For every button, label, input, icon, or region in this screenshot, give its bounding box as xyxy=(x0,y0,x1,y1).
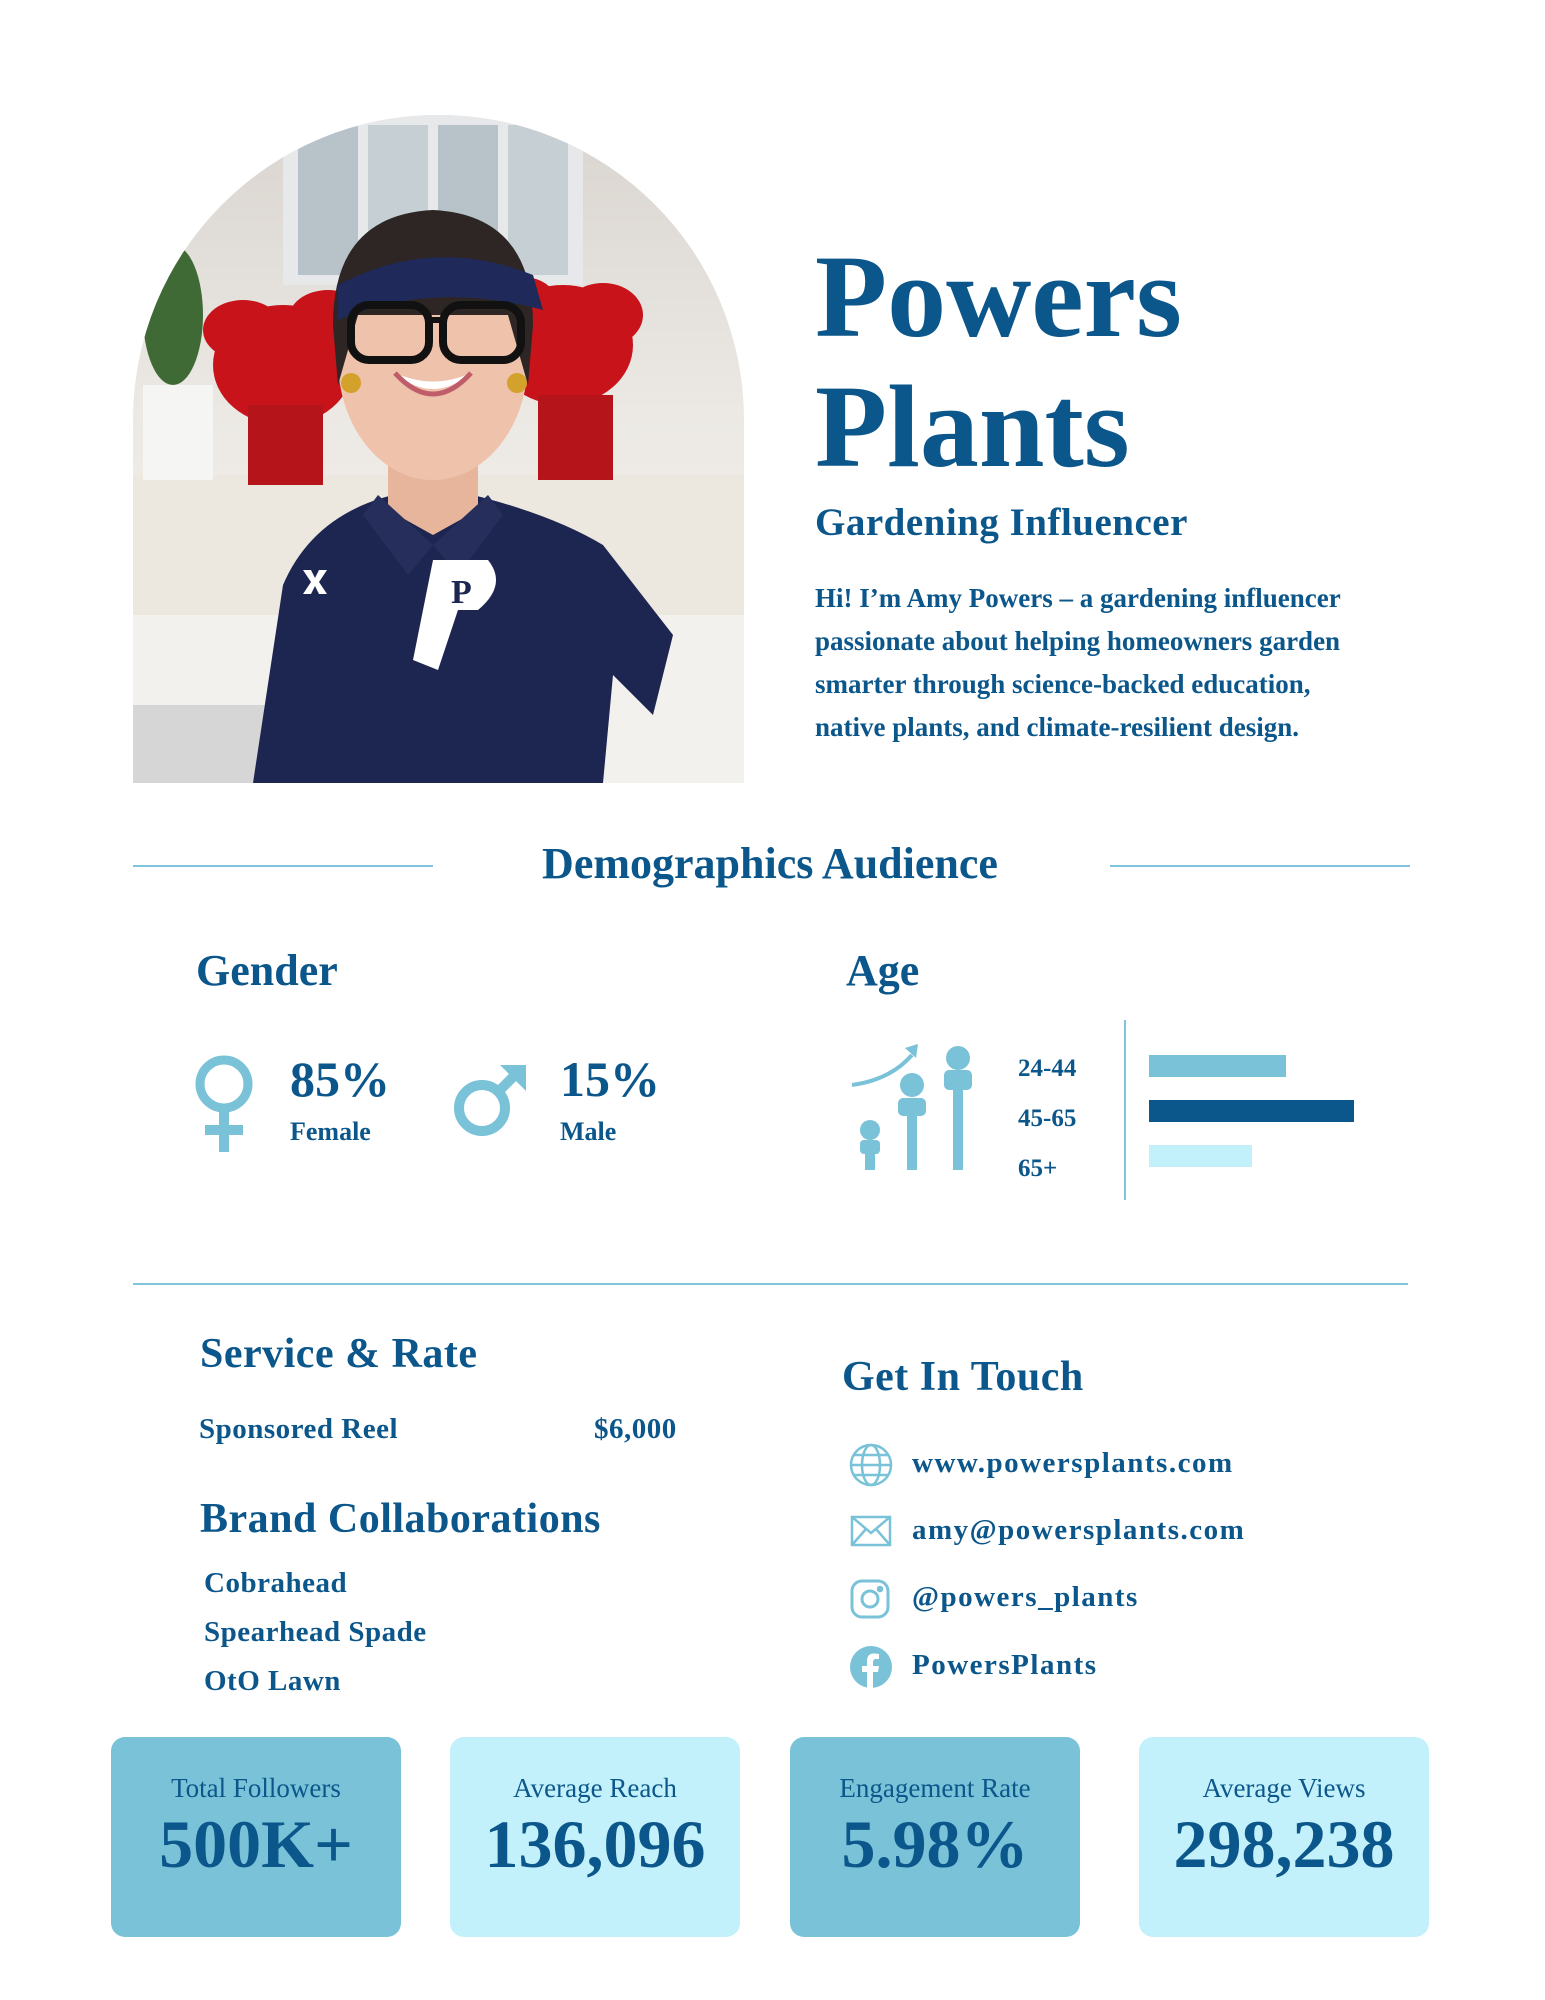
stat-value: 500K+ xyxy=(159,1806,353,1882)
stat-label: Total Followers xyxy=(171,1773,341,1803)
female-percent: 85% xyxy=(290,1051,390,1107)
brand-item-1: Cobrahead xyxy=(204,1567,348,1599)
age-label-1: 24-44 xyxy=(1018,1055,1077,1082)
age-axis xyxy=(1124,1020,1126,1200)
intro-text: Hi! I’m Amy Powers – a gardening influencer passionate about helping homeowners garden smarter through science-backed education, native plants, and climate-resilient design. xyxy=(815,583,1341,742)
brand-title-line2: Plants xyxy=(815,361,1130,492)
age-bars xyxy=(1149,1055,1354,1175)
male-icon xyxy=(450,1060,530,1140)
brand-item-3: OtO Lawn xyxy=(204,1665,341,1697)
facebook-icon xyxy=(849,1645,893,1689)
instagram-icon xyxy=(849,1578,891,1620)
age-growth-icon xyxy=(850,1040,980,1170)
portrait-illustration xyxy=(133,115,744,783)
section-divider xyxy=(133,1283,1408,1285)
service-title: Service & Rate xyxy=(200,1331,478,1377)
email-link[interactable]: amy@powersplants.com xyxy=(912,1514,1246,1546)
brand-title-line1: Powers xyxy=(815,231,1182,362)
stat-label: Engagement Rate xyxy=(839,1773,1031,1803)
brands-title: Brand Collaborations xyxy=(200,1496,601,1542)
instagram-handle[interactable]: @powers_plants xyxy=(912,1581,1139,1613)
website-link[interactable]: www.powersplants.com xyxy=(912,1447,1234,1479)
age-label-2: 45-65 xyxy=(1018,1105,1077,1132)
stat-label: Average Reach xyxy=(513,1773,677,1803)
brand-item-2: Spearhead Spade xyxy=(204,1616,427,1648)
age-bar-1 xyxy=(1149,1055,1286,1077)
stat-label: Average Views xyxy=(1202,1773,1366,1803)
profile-photo xyxy=(133,115,744,783)
service-name: Sponsored Reel xyxy=(199,1413,399,1445)
globe-icon xyxy=(848,1442,894,1488)
age-label-3: 65+ xyxy=(1018,1155,1058,1182)
stat-card-followers xyxy=(111,1737,401,1937)
male-percent: 15% xyxy=(560,1051,660,1107)
mail-icon xyxy=(850,1515,892,1547)
male-label: Male xyxy=(560,1117,617,1146)
demographics-title: Demographics Audience xyxy=(542,839,998,888)
gender-title: Gender xyxy=(196,946,338,995)
contact-title: Get In Touch xyxy=(842,1354,1084,1400)
divider-right xyxy=(1110,865,1410,867)
age-title: Age xyxy=(846,946,920,995)
age-bar-2 xyxy=(1149,1100,1354,1122)
female-icon xyxy=(193,1055,255,1155)
subtitle: Gardening Influencer xyxy=(815,501,1188,544)
shirt-logo-text: P xyxy=(451,574,472,611)
stat-value: 5.98% xyxy=(841,1806,1029,1882)
divider-left xyxy=(133,865,433,867)
stat-value: 298,238 xyxy=(1173,1806,1395,1882)
stat-card-engagement xyxy=(790,1737,1080,1937)
service-price: $6,000 xyxy=(594,1413,677,1445)
stat-card-reach xyxy=(450,1737,740,1937)
female-label: Female xyxy=(290,1117,371,1146)
age-bar-3 xyxy=(1149,1145,1252,1167)
stat-card-views xyxy=(1139,1737,1429,1937)
stat-value: 136,096 xyxy=(484,1806,706,1882)
facebook-handle[interactable]: PowersPlants xyxy=(912,1649,1098,1681)
